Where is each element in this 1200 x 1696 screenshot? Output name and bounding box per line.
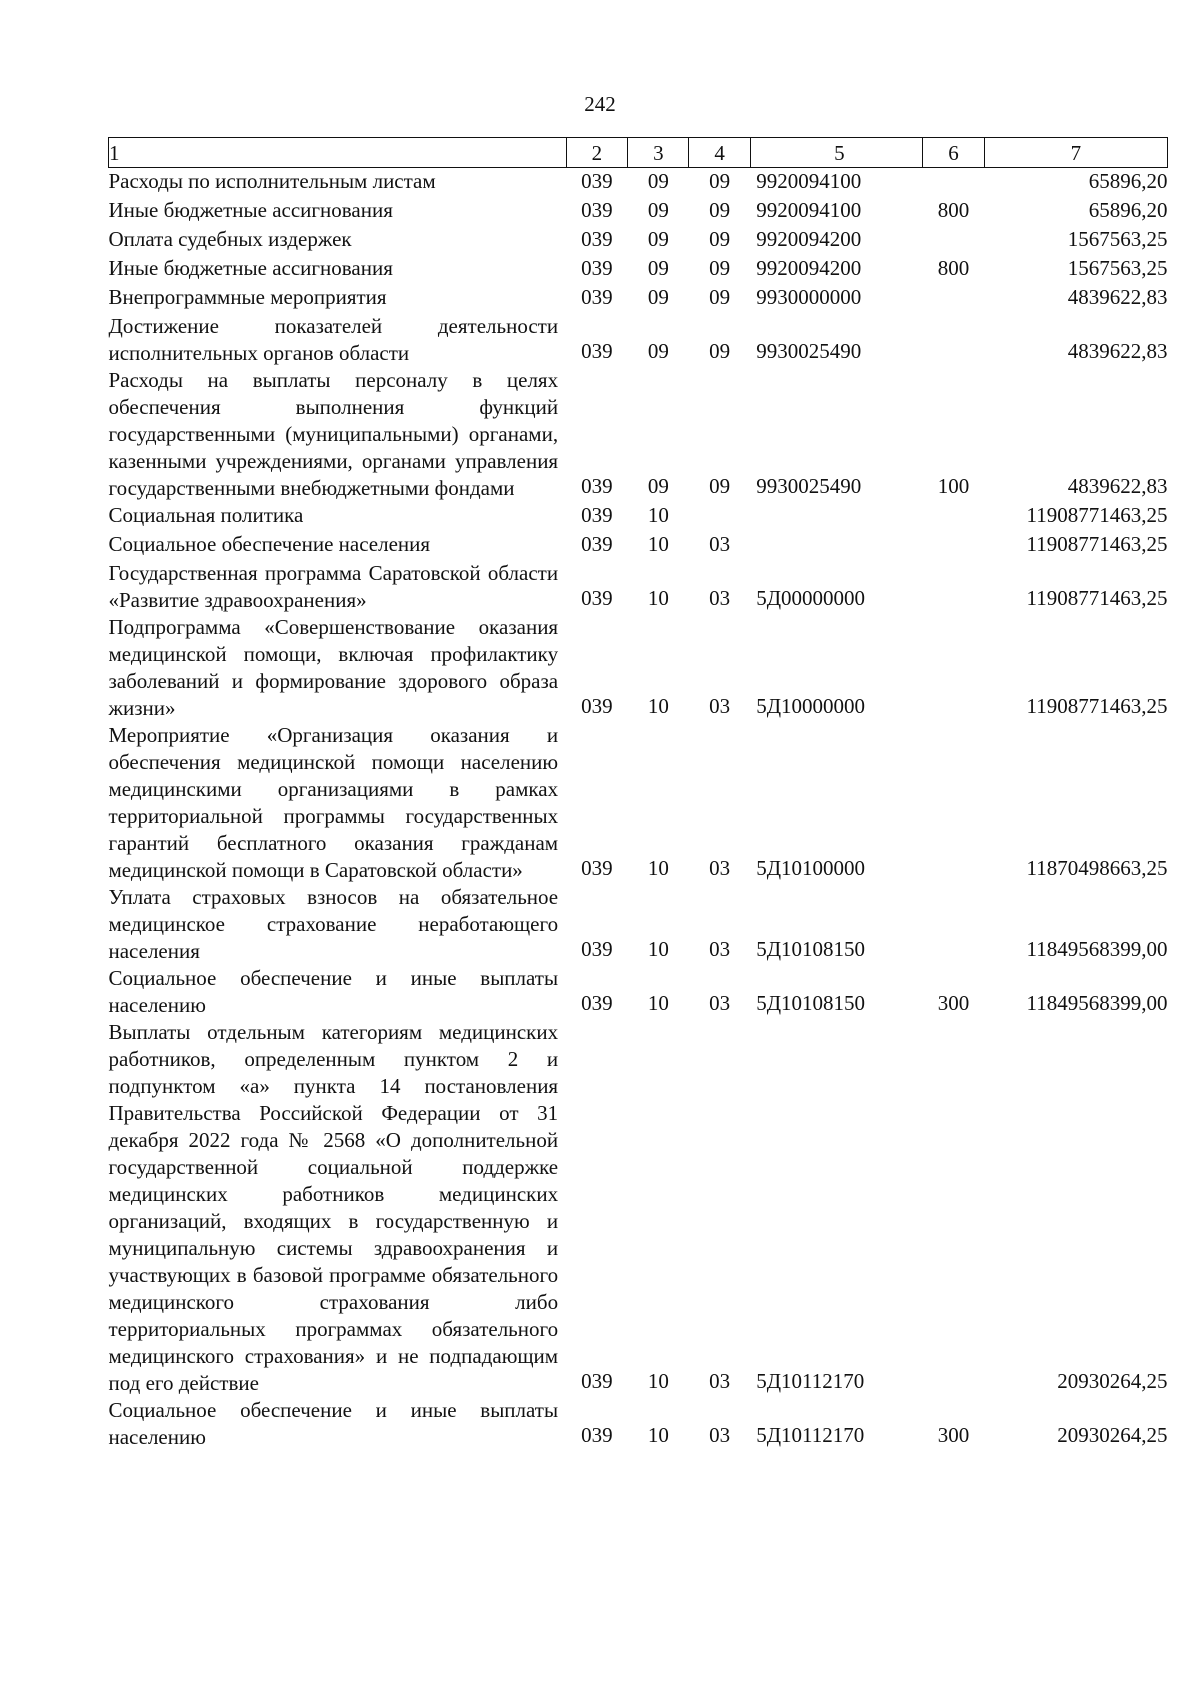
row-admin-code: 039 [581, 198, 613, 222]
row-name: Достижение показателей деятельности исполнительных органов области [108, 314, 559, 365]
row-target-article: 5Д10112170 [756, 1369, 865, 1393]
row-name: Иные бюджетные ассигнования [108, 198, 393, 222]
row-amount: 11908771463,25 [1026, 503, 1168, 527]
row-expense-type [923, 502, 985, 531]
row-section-code: 10 [647, 1369, 669, 1393]
row-expense-type [923, 284, 985, 313]
row-subsection-code: 09 [709, 339, 731, 363]
row-subsection-code: 03 [709, 1423, 731, 1447]
table-body [109, 168, 1168, 1452]
row-admin-code: 039 [581, 1423, 613, 1447]
row-expense-type: 800 [937, 198, 970, 222]
row-admin-code: 039 [581, 532, 613, 556]
row-section-code: 10 [647, 856, 669, 880]
row-amount: 1567563,25 [1067, 227, 1168, 251]
row-subsection-code: 03 [709, 532, 731, 556]
row-amount: 11849568399,00 [1026, 991, 1168, 1015]
row-section-code: 10 [647, 694, 669, 718]
header-col-1: 1 [109, 138, 567, 168]
table-row [109, 560, 1168, 614]
row-expense-type: 300 [937, 991, 970, 1015]
row-amount: 11908771463,25 [1026, 586, 1168, 610]
row-amount: 4839622,83 [1067, 339, 1168, 363]
table-row [109, 284, 1168, 313]
row-admin-code: 039 [581, 1369, 613, 1393]
row-subsection-code: 03 [709, 1369, 731, 1393]
row-amount: 11849568399,00 [1026, 937, 1168, 961]
row-section-code: 09 [647, 256, 669, 280]
row-subsection-code: 09 [709, 227, 731, 251]
row-expense-type: 800 [937, 256, 970, 280]
table-row [109, 255, 1168, 284]
table-row [109, 502, 1168, 531]
row-target-article [750, 531, 922, 560]
row-section-code: 10 [647, 1423, 669, 1447]
row-amount: 4839622,83 [1067, 285, 1168, 309]
row-amount: 1567563,25 [1067, 256, 1168, 280]
row-admin-code: 039 [581, 256, 613, 280]
row-expense-type [923, 168, 985, 198]
row-admin-code: 039 [581, 586, 613, 610]
row-target-article: 9920094200 [756, 256, 862, 280]
row-subsection-code: 09 [709, 474, 731, 498]
row-target-article: 9920094100 [756, 169, 862, 193]
row-name: Выплаты отдельным категориям медицинских работников, определенным пунктом 2 и подпунктом «а» пункта 14 постановления Правительства Российской Федерации от 31 декабря 2022 года № 2568 «О дополнительной государственной социальной поддержке медицинских работников медицинских организаций, входящих в государственную и муниципальную системы здравоохранения и участвующих в базовой программе обязательного медицинского страхования либо территориальных программах обязательного медицинского страхования» и не подпадающим под его действие [108, 1020, 559, 1395]
row-expense-type [923, 531, 985, 560]
row-admin-code: 039 [581, 227, 613, 251]
row-expense-type [923, 226, 985, 255]
row-section-code: 09 [647, 474, 669, 498]
row-expense-type [923, 313, 985, 367]
row-name: Социальное обеспечение населения [108, 532, 431, 556]
row-expense-type: 300 [937, 1423, 970, 1447]
row-target-article [750, 502, 922, 531]
header-col-5: 5 [750, 138, 922, 168]
row-name: Расходы на выплаты персоналу в целях обеспечения выполнения функций государственными (муниципальными) органами, казенными учреждениями, органами управления государственными внебюджетными фондами [108, 368, 559, 500]
row-expense-type [923, 614, 985, 722]
row-admin-code: 039 [581, 474, 613, 498]
row-amount: 65896,20 [1088, 169, 1168, 193]
row-expense-type: 100 [937, 474, 970, 498]
row-subsection-code: 09 [709, 256, 731, 280]
table-row [109, 168, 1168, 198]
row-subsection-code: 09 [709, 285, 731, 309]
header-col-6: 6 [923, 138, 985, 168]
row-subsection-code: 09 [709, 198, 731, 222]
row-amount: 11908771463,25 [1026, 694, 1168, 718]
table-row [109, 367, 1168, 502]
table-row [109, 197, 1168, 226]
table-row [109, 1019, 1168, 1397]
row-expense-type [923, 1019, 985, 1397]
row-section-code: 10 [647, 586, 669, 610]
row-name: Уплата страховых взносов на обязательное медицинское страхование неработающего населения [108, 885, 559, 963]
row-target-article: 9920094200 [756, 227, 862, 251]
table-header [109, 138, 1168, 168]
row-section-code: 10 [647, 937, 669, 961]
row-target-article: 5Д10108150 [756, 937, 866, 961]
row-name: Государственная программа Саратовской области «Развитие здравоохранения» [108, 561, 559, 612]
row-admin-code: 039 [581, 991, 613, 1015]
row-target-article: 5Д00000000 [756, 586, 866, 610]
row-amount: 65896,20 [1088, 198, 1168, 222]
row-target-article: 5Д10112170 [756, 1423, 865, 1447]
table-row [109, 614, 1168, 722]
row-name: Социальное обеспечение и иные выплаты населению [108, 1398, 559, 1449]
table-row [109, 531, 1168, 560]
budget-table [108, 137, 1168, 1451]
row-target-article: 9930025490 [756, 339, 862, 363]
table-row [109, 722, 1168, 884]
header-col-3: 3 [628, 138, 689, 168]
row-subsection-code: 03 [709, 586, 731, 610]
row-admin-code: 039 [581, 169, 613, 193]
page-number: 242 [584, 92, 616, 116]
table-row [109, 226, 1168, 255]
row-name: Мероприятие «Организация оказания и обеспечения медицинской помощи населению медицинскими организациями в рамках территориальной программы государственных гарантий бесплатного оказания гражданам медицинской помощи в Саратовской области» [108, 723, 559, 882]
row-admin-code: 039 [581, 339, 613, 363]
row-admin-code: 039 [581, 694, 613, 718]
row-expense-type [923, 560, 985, 614]
row-subsection-code: 03 [709, 856, 731, 880]
row-section-code: 09 [647, 227, 669, 251]
row-section-code: 10 [647, 532, 669, 556]
row-target-article: 5Д10000000 [756, 694, 866, 718]
row-section-code: 09 [647, 339, 669, 363]
row-section-code: 09 [647, 169, 669, 193]
row-section-code: 09 [647, 198, 669, 222]
row-name: Иные бюджетные ассигнования [108, 256, 393, 280]
row-admin-code: 039 [581, 503, 613, 527]
table-row [109, 884, 1168, 965]
row-admin-code: 039 [581, 937, 613, 961]
row-subsection-code: 03 [709, 694, 731, 718]
row-section-code: 10 [647, 991, 669, 1015]
row-name: Расходы по исполнительным листам [108, 169, 436, 193]
row-target-article: 9930025490 [756, 474, 862, 498]
row-amount: 11908771463,25 [1026, 532, 1168, 556]
row-target-article: 5Д10100000 [756, 856, 866, 880]
header-row [109, 138, 1168, 168]
header-col-2: 2 [566, 138, 628, 168]
row-name: Подпрограмма «Совершенствование оказания медицинской помощи, включая профилактику заболеваний и формирование здорового образа жизни» [108, 615, 559, 720]
row-amount: 20930264,25 [1057, 1369, 1168, 1393]
row-name: Социальное обеспечение и иные выплаты населению [108, 966, 559, 1017]
table-row [109, 1397, 1168, 1451]
header-col-4: 4 [689, 138, 750, 168]
row-subsection-code [689, 502, 750, 531]
row-name: Социальная политика [108, 503, 304, 527]
row-subsection-code: 03 [709, 991, 731, 1015]
row-target-article: 9930000000 [756, 285, 862, 309]
row-amount: 20930264,25 [1057, 1423, 1168, 1447]
row-subsection-code: 03 [709, 937, 731, 961]
row-expense-type [923, 884, 985, 965]
table-row [109, 965, 1168, 1019]
row-admin-code: 039 [581, 285, 613, 309]
row-subsection-code: 09 [709, 169, 731, 193]
header-col-7: 7 [984, 138, 1167, 168]
row-target-article: 9920094100 [756, 198, 862, 222]
row-name: Внепрограммные мероприятия [108, 285, 387, 309]
table-row [109, 313, 1168, 367]
row-section-code: 09 [647, 285, 669, 309]
row-section-code: 10 [647, 503, 669, 527]
row-amount: 11870498663,25 [1026, 856, 1168, 880]
row-name: Оплата судебных издержек [108, 227, 352, 251]
row-admin-code: 039 [581, 856, 613, 880]
row-expense-type [923, 722, 985, 884]
row-amount: 4839622,83 [1067, 474, 1168, 498]
row-target-article: 5Д10108150 [756, 991, 866, 1015]
